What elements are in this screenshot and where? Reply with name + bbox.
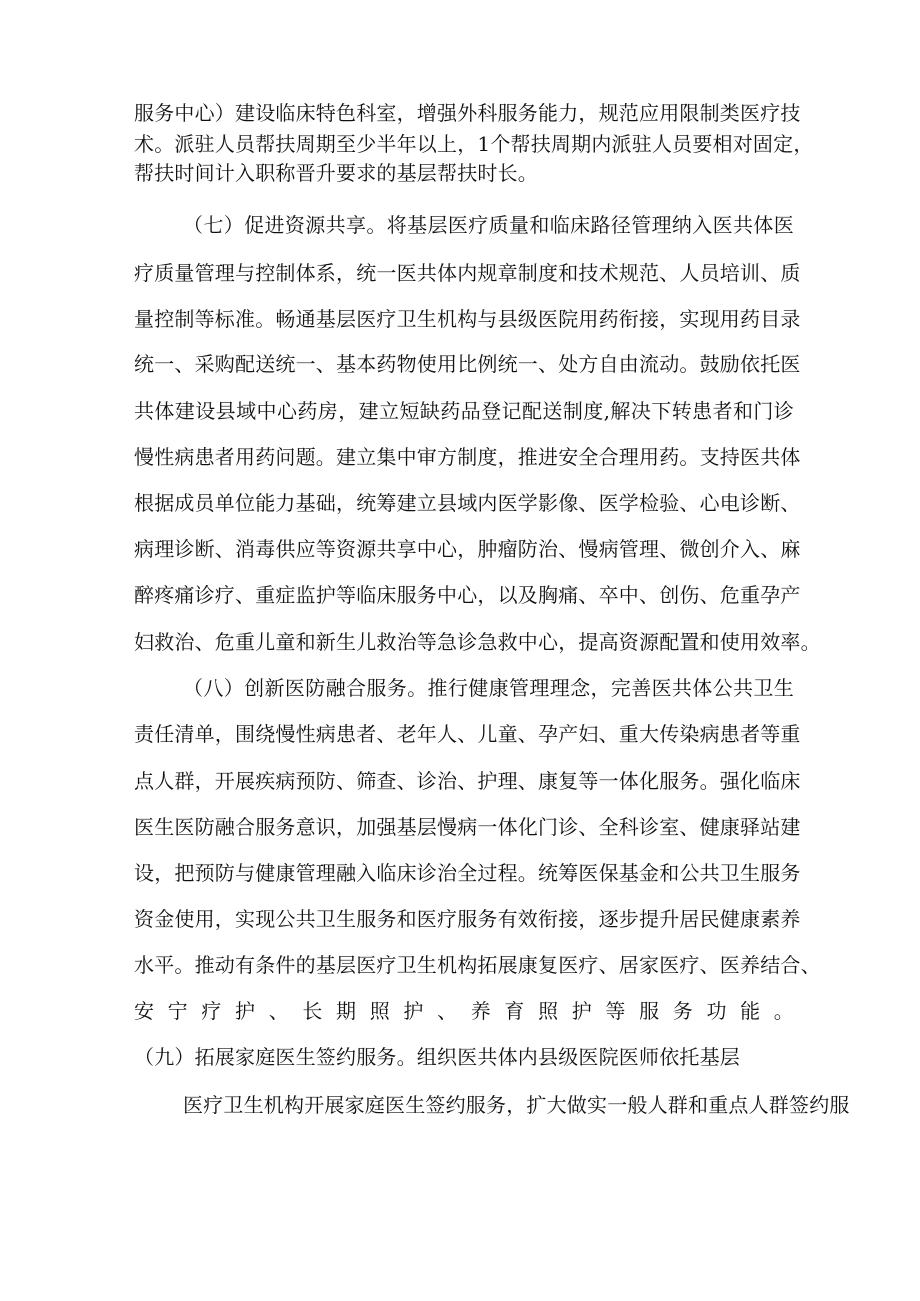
text-line: 根据成员单位能力基础，统筹建立县域内医学影像、医学检验、心电诊断、 — [134, 491, 801, 515]
text-line: 共体建设县域中心药房，建立短缺药品登记配送制度,解决下转患者和门诊 — [134, 399, 794, 423]
text-line: 帮扶时间计入职称晋升要求的基层帮扶时长。 — [134, 161, 538, 185]
text-line: 妇救治、危重儿童和新生儿救治等急诊急救中心，提高资源配置和使用效率。 — [134, 630, 821, 654]
text-line: 术。派驻人员帮扶周期至少半年以上，1个帮扶周期内派驻人员要相对固定， — [134, 132, 814, 156]
text-line: 安宁疗护、长期照护、养育照护等服务功能。 — [134, 999, 794, 1023]
text-line: 慢性病患者用药问题。建立集中审方制度，推进安全合理用药。支持医共体 — [134, 445, 801, 469]
text-line: 量控制等标准。畅通基层医疗卫生机构与县级医院用药衔接，实现用药目录 — [134, 307, 801, 331]
text-line: 疗质量管理与控制体系，统一医共体内规章制度和技术规范、人员培训、质 — [134, 261, 801, 285]
text-line: 服务中心）建设临床特色科室，增强外科服务能力，规范应用限制类医疗技 — [134, 101, 801, 125]
paragraph-heading-line: （七）促进资源共享。将基层医疗质量和临床路径管理纳入医共体医 — [183, 213, 794, 237]
paragraph-heading-line: （八）创新医防融合服务。推行健康管理理念，完善医共体公共卫生 — [183, 676, 794, 700]
paragraph-heading-line: 医疗卫生机构开展家庭医生签约服务，扩大做实一般人群和重点人群签约服 — [183, 1093, 850, 1117]
text-line: 病理诊断、消毒供应等资源共享中心，肿瘤防治、慢病管理、微创介入、麻 — [134, 537, 801, 561]
text-line: （九）拓展家庭医生签约服务。组织医共体内县级医院医师依托基层 — [134, 1045, 740, 1069]
text-line: 责任清单，围绕慢性病患者、老年人、儿童、孕产妇、重大传染病患者等重 — [134, 722, 801, 746]
text-line: 点人群，开展疾病预防、筛查、诊治、护理、康复等一体化服务。强化临床 — [134, 769, 801, 793]
text-line: 资金使用，实现公共卫生服务和医疗服务有效衔接，逐步提升居民健康素养 — [134, 907, 801, 931]
text-line: 医生医防融合服务意识，加强基层慢病一体化门诊、全科诊室、健康驿站建 — [134, 815, 801, 839]
text-line: 水平。推动有条件的基层医疗卫生机构拓展康复医疗、居家医疗、医养结合、 — [134, 953, 821, 977]
text-line: 设，把预防与健康管理融入临床诊治全过程。统筹医保基金和公共卫生服务 — [134, 861, 801, 885]
text-line: 统一、采购配送统一、基本药物使用比例统一、处方自由流动。鼓励依托医 — [134, 352, 801, 376]
text-line: 醉疼痛诊疗、重症监护等临床服务中心，以及胸痛、卒中、创伤、危重孕产 — [134, 583, 801, 607]
